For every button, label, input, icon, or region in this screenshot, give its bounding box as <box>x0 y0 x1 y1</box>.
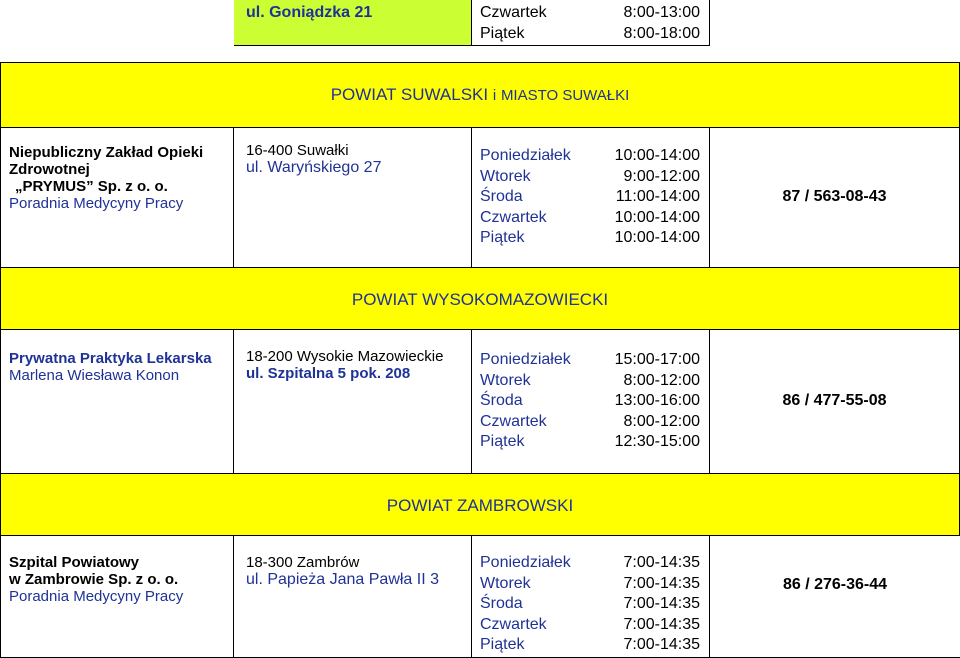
schedule-row <box>480 574 700 595</box>
schedule-day: Czwartek <box>480 412 547 430</box>
schedule-row <box>480 432 700 453</box>
schedule-hours: 10:00-14:00 <box>614 208 700 226</box>
address-cell <box>234 128 472 268</box>
schedule-row <box>480 3 700 24</box>
section-title-main: POWIAT WYSOKOMAZOWIECKI <box>351 290 609 309</box>
section-header-zambrowski <box>0 474 960 536</box>
schedule-hours: 12:30-15:00 <box>614 433 700 451</box>
phone-cell <box>710 330 960 474</box>
schedule-hours: 11:00-14:00 <box>615 188 700 206</box>
street-address: ul. Papieża Jana Pawła II 3 <box>246 571 440 588</box>
address-cell <box>234 330 472 474</box>
facility-cell <box>0 330 234 474</box>
schedule-day: Piątek <box>480 229 525 247</box>
top-address: ul. Goniądzka 21 <box>246 4 373 21</box>
schedule-hours: 8:00-13:00 <box>623 4 700 21</box>
schedule-cell <box>472 536 710 658</box>
facility-unit: Poradnia Medycyny Pracy <box>9 195 184 212</box>
schedule-hours: 15:00-17:00 <box>614 351 700 368</box>
schedule-day: Wtorek <box>480 574 531 592</box>
schedule-hours: 10:00-14:00 <box>614 147 700 164</box>
facility-name-line: Szpital Powiatowy <box>9 554 140 571</box>
schedule-day: Czwartek <box>480 4 547 21</box>
schedule-hours: 7:00-14:35 <box>623 615 700 633</box>
section-title-tail: MIASTO SUWAŁKI <box>500 87 630 104</box>
schedule-day: Środa <box>480 188 523 206</box>
schedule-row <box>480 208 700 229</box>
phone-cell <box>710 128 960 268</box>
street-address: ul. Szpitalna 5 pok. 208 <box>246 365 411 382</box>
top-address-cell <box>234 0 472 46</box>
postal-address: 18-200 Wysokie Mazowieckie <box>246 348 444 365</box>
schedule-hours: 8:00-18:00 <box>623 24 700 42</box>
schedule-hours: 7:00-14:35 <box>623 595 700 613</box>
address-cell <box>234 536 472 658</box>
facility-unit: Poradnia Medycyny Pracy <box>9 588 184 605</box>
facility-cell <box>0 536 234 658</box>
street-address: ul. Waryńskiego 27 <box>246 159 382 176</box>
schedule-day: Poniedziałek <box>480 147 571 164</box>
schedule-hours: 7:00-14:35 <box>623 554 700 571</box>
facility-name-line: Prywatna Praktyka Lekarska <box>9 350 212 367</box>
schedule-hours: 10:00-14:00 <box>614 229 700 247</box>
schedule-row <box>480 146 700 167</box>
phone-number: 86 / 477-55-08 <box>782 392 887 409</box>
schedule-hours: 9:00-12:00 <box>623 167 700 185</box>
schedule-row <box>480 391 700 412</box>
schedule-day: Środa <box>480 392 523 410</box>
schedule-day: Czwartek <box>480 615 547 633</box>
section-title <box>1 496 959 516</box>
schedule-day: Poniedziałek <box>480 351 571 368</box>
facility-name-line: „PRYMUS” Sp. z o. o. <box>15 178 168 195</box>
section-header-suwalski <box>0 62 960 128</box>
top-schedule <box>480 3 700 44</box>
facility-name-line: w Zambrowie Sp. z o. o. <box>9 571 179 588</box>
section-title <box>1 290 959 310</box>
schedule-row <box>480 615 700 636</box>
schedule-hours: 8:00-12:00 <box>623 412 700 430</box>
schedule-row <box>480 635 700 656</box>
schedule-row <box>480 350 700 371</box>
schedule-row <box>480 187 700 208</box>
schedule-row <box>480 412 700 433</box>
phone-cell <box>710 536 960 658</box>
schedule-row <box>480 553 700 574</box>
schedule-day: Czwartek <box>480 208 547 226</box>
schedule-day: Piątek <box>480 636 525 654</box>
facility-name-line: Niepubliczny Zakład Opieki <box>9 144 204 161</box>
phone-number: 87 / 563-08-43 <box>782 188 887 205</box>
facility-name-line: Zdrowotnej <box>9 161 90 178</box>
section-title-main: POWIAT ZAMBROWSKI <box>386 496 574 515</box>
schedule-row <box>480 167 700 188</box>
schedule-day: Piątek <box>480 433 525 451</box>
facility-cell <box>0 128 234 268</box>
schedule-day: Wtorek <box>480 371 531 389</box>
schedule-hours: 13:00-16:00 <box>614 392 700 410</box>
phone-number: 86 / 276-36-44 <box>782 576 888 593</box>
schedule-day: Piątek <box>480 24 525 42</box>
section-title-main: POWIAT SUWALSKI <box>330 85 489 104</box>
schedule-hours: 7:00-14:35 <box>623 636 700 654</box>
facility-name-line: Marlena Wiesława Konon <box>9 367 180 384</box>
section-title <box>1 85 959 105</box>
schedule-hours: 7:00-14:35 <box>623 574 700 592</box>
top-schedule-cell <box>472 0 710 46</box>
schedule-row <box>480 228 700 249</box>
schedule-day: Wtorek <box>480 167 531 185</box>
schedule-day: Środa <box>480 595 523 613</box>
schedule-row <box>480 24 700 45</box>
schedule-cell <box>472 128 710 268</box>
schedule-row <box>480 371 700 392</box>
schedule-hours: 8:00-12:00 <box>623 371 700 389</box>
postal-address: 16-400 Suwałki <box>246 142 349 159</box>
postal-address: 18-300 Zambrów <box>246 554 360 571</box>
schedule-day: Poniedziałek <box>480 554 571 571</box>
schedule-row <box>480 594 700 615</box>
schedule-cell <box>472 330 710 474</box>
section-header-wysokomazowiecki <box>0 268 960 330</box>
section-title-joiner: i <box>492 87 497 104</box>
